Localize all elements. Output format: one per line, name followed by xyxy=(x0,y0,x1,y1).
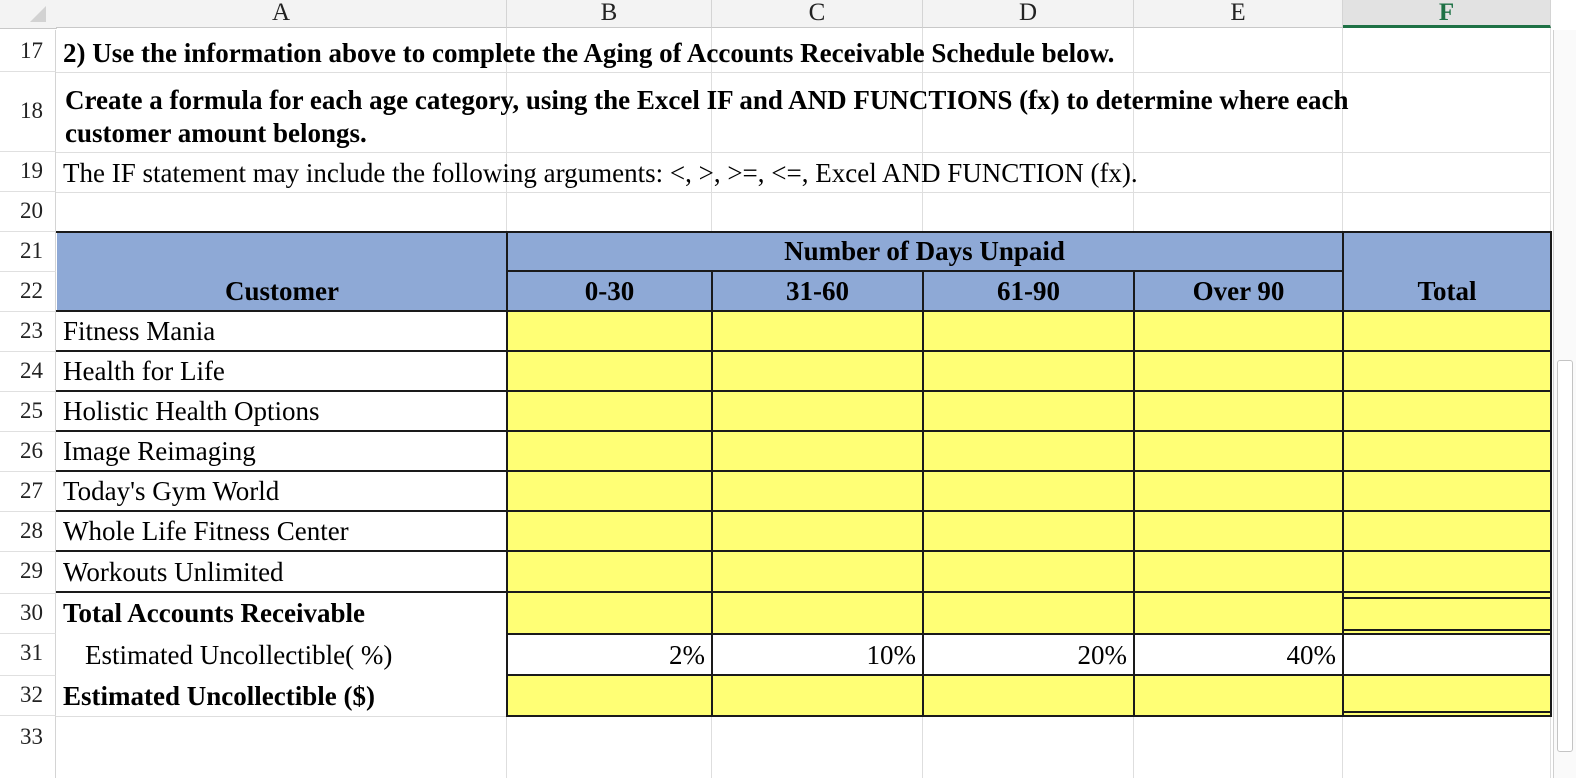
row-header-29[interactable]: 29 xyxy=(0,552,56,594)
table-border xyxy=(1133,270,1135,717)
table-border xyxy=(506,231,508,717)
age-header-over-90[interactable]: Over 90 xyxy=(1192,276,1285,306)
select-all-corner[interactable] xyxy=(0,0,57,29)
column-header-a[interactable]: A xyxy=(56,0,507,28)
table-border xyxy=(1342,597,1552,599)
table-border xyxy=(56,470,1552,472)
table-border xyxy=(56,350,1552,352)
age-header-0-30[interactable]: 0-30 xyxy=(584,276,635,306)
customer-name[interactable]: Fitness Mania xyxy=(63,316,216,346)
vertical-scrollbar[interactable] xyxy=(1553,30,1576,778)
uncollectible-amount-fill[interactable] xyxy=(507,676,1551,716)
table-border xyxy=(56,510,1552,512)
row-header-20[interactable]: 20 xyxy=(0,192,56,232)
table-border xyxy=(711,270,713,717)
row-header-22[interactable]: 22 xyxy=(0,272,56,312)
row-header-17[interactable]: 17 xyxy=(0,30,56,72)
table-border xyxy=(506,270,1343,272)
row-header-24[interactable]: 24 xyxy=(0,352,56,392)
instruction-line-17[interactable]: 2) Use the information above to complete the Aging of Accounts Receivable Schedule below. xyxy=(63,38,1115,68)
row-header-31[interactable]: 31 xyxy=(0,634,56,676)
scrollbar-thumb[interactable] xyxy=(1557,360,1573,752)
table-border xyxy=(56,390,1552,392)
table-border xyxy=(56,231,1552,233)
row-header-26[interactable]: 26 xyxy=(0,432,56,472)
table-border xyxy=(922,270,924,717)
percent-31-60[interactable]: 10% xyxy=(866,640,916,670)
column-header-d[interactable]: D xyxy=(923,0,1134,28)
estimated-uncollectible-amount-label[interactable]: Estimated Uncollectible ($) xyxy=(63,681,375,711)
row-header-27[interactable]: 27 xyxy=(0,472,56,512)
row-header-23[interactable]: 23 xyxy=(0,312,56,352)
instruction-line-18a[interactable]: Create a formula for each age category, using the Excel IF and AND FUNCTIONS (fx) to determine where each xyxy=(65,85,1349,115)
table-border xyxy=(56,550,1552,552)
row-header-30[interactable]: 30 xyxy=(0,594,56,634)
table-border xyxy=(506,715,1552,717)
row-header-28[interactable]: 28 xyxy=(0,512,56,552)
table-border xyxy=(506,633,1552,635)
age-header-61-90[interactable]: 61-90 xyxy=(997,276,1060,306)
customer-name[interactable]: Today's Gym World xyxy=(63,476,280,506)
table-border xyxy=(56,430,1552,432)
column-header-c[interactable]: C xyxy=(712,0,923,28)
table-border xyxy=(506,674,1552,676)
column-header-b[interactable]: B xyxy=(507,0,712,28)
customer-name[interactable]: Holistic Health Options xyxy=(63,396,320,426)
customer-name[interactable]: Health for Life xyxy=(63,356,225,386)
column-header-f[interactable]: F xyxy=(1343,0,1551,28)
total-accounts-receivable-label[interactable]: Total Accounts Receivable xyxy=(63,598,365,628)
row-header-32[interactable]: 32 xyxy=(0,676,56,716)
input-area-fill[interactable] xyxy=(507,312,1551,634)
customer-name[interactable]: Whole Life Fitness Center xyxy=(63,516,349,546)
percent-61-90[interactable]: 20% xyxy=(1077,640,1127,670)
estimated-uncollectible-percent-label[interactable]: Estimated Uncollectible( %) xyxy=(85,640,393,670)
instruction-line-18b[interactable]: customer amount belongs. xyxy=(65,118,367,148)
percent-0-30[interactable]: 2% xyxy=(669,640,705,670)
row-header-21[interactable]: 21 xyxy=(0,232,56,272)
percent-over-90[interactable]: 40% xyxy=(1286,640,1336,670)
instruction-line-19[interactable]: The IF statement may include the following arguments: <, >, >=, <=, Excel AND FUNCTION (fx). xyxy=(63,158,1138,188)
table-border xyxy=(56,310,1552,312)
total-header[interactable]: Total xyxy=(1417,276,1477,306)
table-border xyxy=(56,591,1552,593)
table-border xyxy=(1342,629,1552,631)
select-all-triangle-icon xyxy=(30,6,46,22)
row-header-18[interactable]: 18 xyxy=(0,72,56,152)
row-header-33[interactable]: 33 xyxy=(0,716,56,778)
table-border xyxy=(1342,231,1344,717)
age-header-31-60[interactable]: 31-60 xyxy=(786,276,849,306)
column-header-e[interactable]: E xyxy=(1134,0,1343,28)
row-header-19[interactable]: 19 xyxy=(0,152,56,192)
customer-header[interactable]: Customer xyxy=(225,276,339,306)
customer-name[interactable]: Workouts Unlimited xyxy=(63,557,284,587)
customer-name[interactable]: Image Reimaging xyxy=(63,436,256,466)
row-header-25[interactable]: 25 xyxy=(0,392,56,432)
number-of-days-unpaid-header[interactable]: Number of Days Unpaid xyxy=(784,236,1065,266)
table-border xyxy=(1550,231,1552,717)
table-border xyxy=(1342,711,1552,713)
